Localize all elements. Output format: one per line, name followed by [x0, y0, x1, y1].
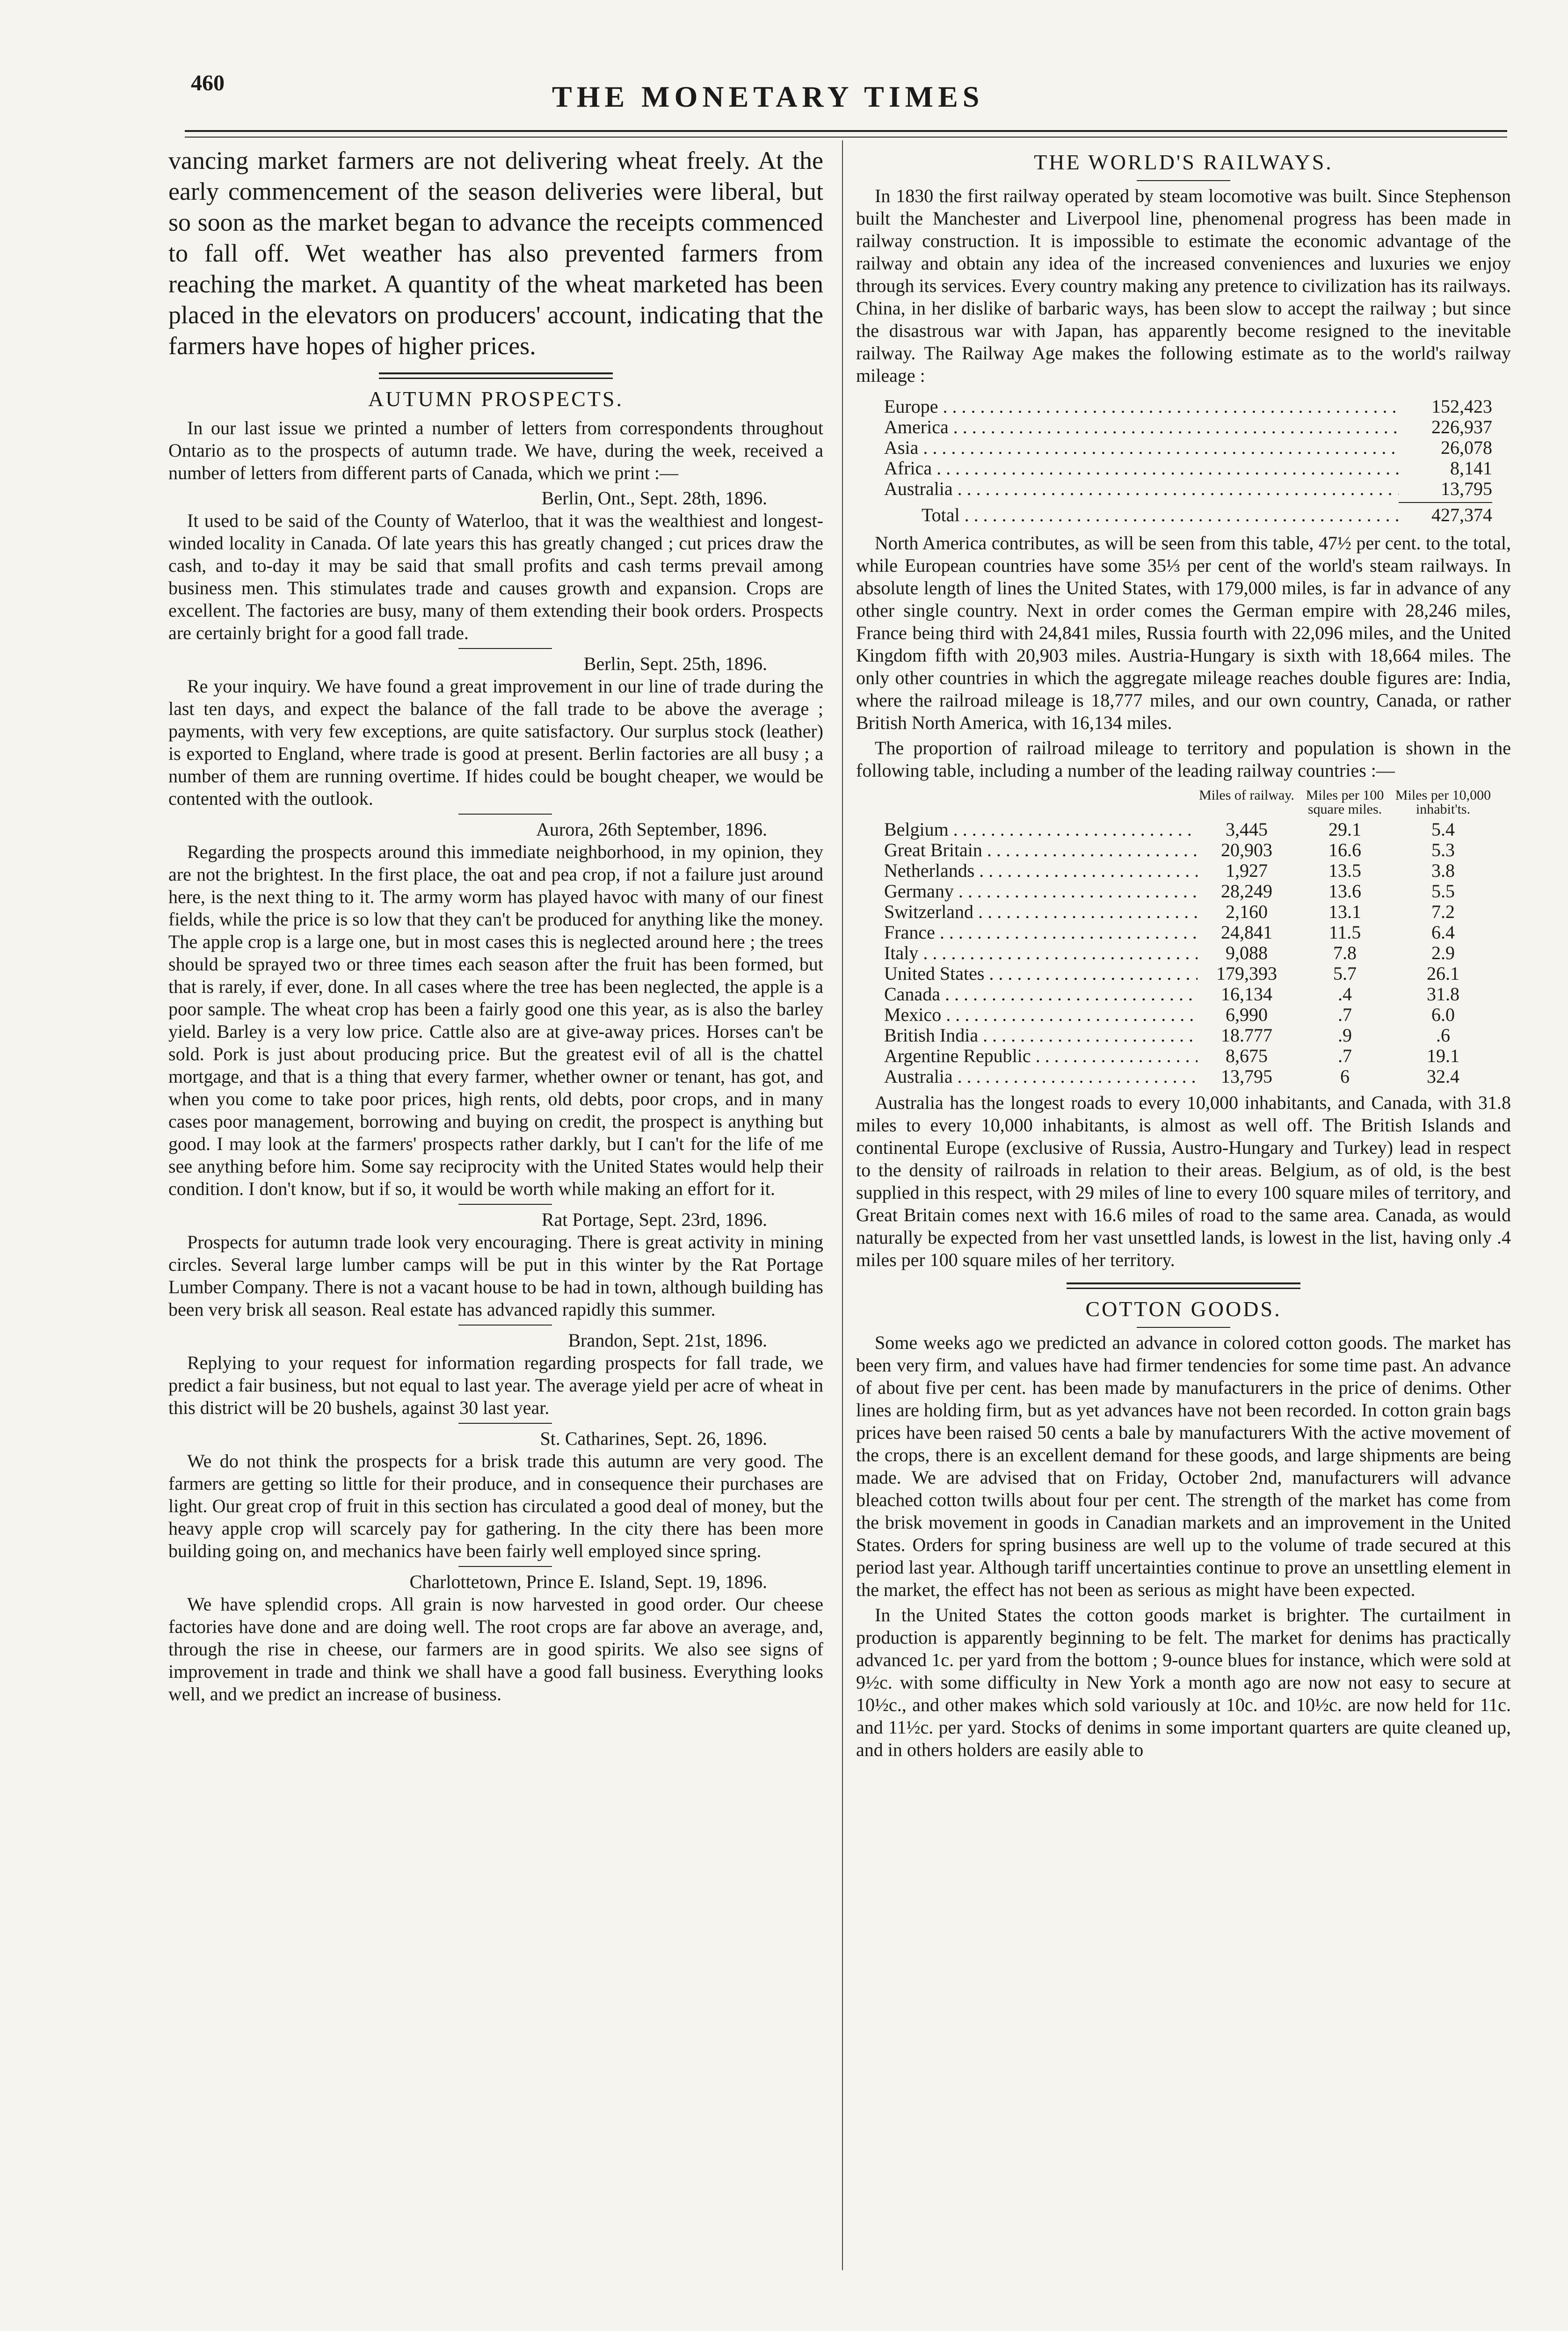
- miles-of-railway: 1,927: [1226, 860, 1268, 881]
- miles-per-100-sq: 13.1: [1328, 901, 1361, 922]
- letter-body: Replying to your request for information regarding prospects for fall trade, we predict a fair business, but not equal to last year. The average yield per acre of wheat in this district will be 20 bushels, against 30 last year.: [168, 1352, 823, 1418]
- letter-body: We have splendid crops. All grain is now harvested in good order. Our cheese factories have done and are doing well. The root crops are far above an average, and, through the rise in cheese, our farmers are in good spirits. We also see signs of improvement in trade and think we shall have a good fall business. Everything looks well, and we predict an increase of business.: [168, 1594, 823, 1705]
- miles-per-100-sq: .4: [1338, 983, 1352, 1005]
- mileage-region: America . . .: [884, 417, 1399, 437]
- country-name: Australia . . .: [884, 1066, 1198, 1087]
- header-rule-thin: [185, 137, 1507, 138]
- column-header: Miles of railway.: [1199, 787, 1294, 803]
- proportion-table-header: [884, 788, 1492, 816]
- heading-underline: [1137, 1327, 1230, 1328]
- miles-per-100-sq: 6: [1340, 1066, 1350, 1087]
- masthead-title: THE MONETARY TIMES: [552, 80, 984, 113]
- miles-per-10000-inhab: 5.3: [1431, 839, 1455, 860]
- autumn-intro-paragraph: In our last issue we printed a number of letters from correspondents throughout Ontario as to the prospects of autumn trade. We have, during the week, received a number of letters from different parts of Canada, which we print :—: [168, 417, 823, 483]
- railways-paragraph-1: In 1830 the first railway operated by steam locomotive was built. Since Stephenson built the Manchester and Liverpool line, phenomenal progress has been made in railway construction. It is impossible to estimate the economic advantage of the railway and obtain any idea of the increased conveniences and luxuries we enjoy through its services. Every country making any pretence to civilization has its railways. China, in her dislike of barbaric ways, has been slow to accept the railway ; but since the disastrous war with Japan, has apparently become resigned to the inevitable railway. The Railway Age makes the following estimate as to the world's railway mileage :: [856, 185, 1511, 386]
- header-rule: [185, 130, 1507, 132]
- mileage-region: Australia . . .: [884, 479, 1399, 499]
- miles-per-10000-inhab: 3.8: [1431, 860, 1455, 881]
- miles-per-10000-inhab: 31.8: [1427, 983, 1459, 1005]
- letter-body: It used to be said of the County of Waterloo, that it was the wealthiest and longest-winded locality in Canada. Of late years this has greatly changed ; cut prices draw the cash, and to-day it may be said that small profits and cash terms prevail among business men. This stimulates trade and causes growth and expansion. Crops are excellent. The factories are busy, many of them extending their book orders. Prospects are certainly bright for a good fall trade.: [168, 510, 823, 643]
- heading-cotton-goods: COTTON GOODS.: [1085, 1297, 1282, 1321]
- miles-per-10000-inhab: 6.0: [1431, 1004, 1455, 1025]
- column-header: Miles per 100 square miles.: [1306, 787, 1384, 817]
- letter-separator: [458, 1325, 552, 1326]
- country-name: Germany . . .: [884, 881, 1198, 902]
- miles-per-100-sq: 7.8: [1333, 942, 1357, 963]
- right-column: [856, 145, 1511, 1764]
- mileage-total-label: Total . . .: [884, 505, 1399, 525]
- miles-per-100-sq: .9: [1338, 1025, 1352, 1046]
- miles-of-railway: 8,675: [1226, 1045, 1268, 1066]
- mileage-row: [884, 417, 1492, 437]
- mileage-value: 26,078: [1441, 437, 1492, 458]
- letter-separator: [458, 814, 552, 815]
- letter-dateline: Aurora, 26th September, 1896.: [536, 819, 767, 840]
- table-row: [884, 1046, 1492, 1066]
- left-column: [168, 145, 823, 1708]
- table-row: [884, 1025, 1492, 1046]
- miles-per-10000-inhab: 19.1: [1427, 1045, 1459, 1066]
- heading-autumn-prospects: AUTUMN PROSPECTS.: [368, 387, 624, 411]
- country-name: France . . .: [884, 922, 1198, 943]
- letter-separator: [458, 1204, 552, 1205]
- miles-per-10000-inhab: 2.9: [1431, 942, 1455, 963]
- letter-dateline: Berlin, Sept. 25th, 1896.: [583, 653, 767, 674]
- mileage-region: Asia . . .: [884, 437, 1399, 458]
- mileage-total-rule: [1399, 502, 1492, 503]
- miles-of-railway: 6,990: [1226, 1004, 1268, 1025]
- table-row: [884, 943, 1492, 963]
- miles-per-100-sq: .7: [1338, 1004, 1352, 1025]
- table-row: [884, 881, 1492, 902]
- miles-of-railway: 9,088: [1226, 942, 1268, 963]
- mileage-total-value: 427,374: [1431, 504, 1492, 525]
- page-number: 460: [191, 71, 225, 95]
- mileage-region: Africa . . .: [884, 458, 1399, 479]
- country-name: United States . . .: [884, 963, 1198, 984]
- miles-per-10000-inhab: 5.5: [1431, 881, 1455, 902]
- mileage-value: 226,937: [1431, 416, 1492, 437]
- cotton-paragraph-2: In the United States the cotton goods market is brighter. The curtailment in production is apparently beginning to be felt. The market for denims has practically advanced 1c. per yard from the bottom ; 9-ounce blues for instance, which were sold at 9½c. with some difficulty in New York a month ago are now not easy to secure at 10½c., and other makes which sold variously at 10c. and 10½c. are now held for 11c. and 11½c. per yard. Stocks of denims in some important quarters are quite cleaned up, and in others holders are easily able to: [856, 1604, 1511, 1760]
- section-rule: [1067, 1282, 1300, 1289]
- miles-per-100-sq: 16.6: [1328, 839, 1361, 860]
- proportion-table: [884, 788, 1492, 1087]
- mileage-row: [884, 437, 1492, 458]
- miles-of-railway: 179,393: [1216, 963, 1277, 984]
- railways-paragraph-4: Australia has the longest roads to every 10,000 inhabitants, and Canada, with 31.8 miles to every 10,000 inhabitants, is almost as well off. The British Islands and continental Europe (exclusive of Russia, Austro-Hungary and Turkey) lead in respect to the density of railroads in relation to their areas. Belgium, as of old, is the best supplied in this respect, with 29 miles of line to every 100 square miles of territory, and Great Britain comes next with 16.6 miles of road to the same area. Canada, as would naturally be expected from her vast unsettled lands, is lowest in the list, having only .4 miles per 100 square miles of her territory.: [856, 1092, 1511, 1270]
- mileage-row: [884, 479, 1492, 499]
- miles-of-railway: 18.777: [1221, 1025, 1272, 1046]
- mileage-value: 8,141: [1450, 458, 1492, 479]
- intro-paragraph: vancing market farmers are not delivering wheat freely. At the early commencement of the season deliveries were liberal, but so soon as the market began to advance the receipts commenced to fall off. Wet weather has also prevented farmers from reaching the market. A quantity of the wheat marketed has been placed in the elevators on producers' account, indicating that the farmers have hopes of higher prices.: [168, 146, 823, 360]
- heading-worlds-railways: THE WORLD'S RAILWAYS.: [1034, 150, 1333, 174]
- mileage-value: 152,423: [1431, 396, 1492, 417]
- heading-underline: [1137, 180, 1230, 181]
- column-header: Miles per 10,000 inhabit'ts.: [1395, 787, 1491, 817]
- mileage-table: [884, 396, 1492, 525]
- mileage-total-row: [884, 505, 1492, 525]
- mileage-row: [884, 458, 1492, 479]
- miles-per-100-sq: 13.5: [1328, 860, 1361, 881]
- miles-per-100-sq: .7: [1338, 1045, 1352, 1066]
- column-divider: [842, 140, 843, 2270]
- country-name: Canada . . .: [884, 984, 1198, 1005]
- mileage-region: Europe . . .: [884, 396, 1399, 417]
- miles-per-10000-inhab: .6: [1436, 1025, 1450, 1046]
- table-row: [884, 984, 1492, 1005]
- miles-of-railway: 3,445: [1226, 819, 1268, 840]
- table-row: [884, 922, 1492, 943]
- table-row: [884, 1005, 1492, 1025]
- letter-separator: [458, 1566, 552, 1567]
- country-name: Switzerland . . .: [884, 902, 1198, 922]
- letter-body: Prospects for autumn trade look very encouraging. There is great activity in mining circles. Several large lumber camps will be put in this winter by the Rat Portage Lumber Company. There is not a vacant house to be had in town, although building has been very brisk all season. Real estate has advanced rapidly this summer.: [168, 1231, 823, 1320]
- country-name: British India . . .: [884, 1025, 1198, 1046]
- table-row: [884, 860, 1492, 881]
- mileage-value: 13,795: [1441, 478, 1492, 499]
- letter-dateline: Berlin, Ont., Sept. 28th, 1896.: [541, 488, 767, 509]
- country-name: Netherlands . . .: [884, 860, 1198, 881]
- miles-of-railway: 16,134: [1221, 983, 1272, 1005]
- miles-of-railway: 2,160: [1226, 901, 1268, 922]
- letter-body: Regarding the prospects around this immediate neighborhood, in my opinion, they are not the brightest. In the first place, the oat and pea crop, if not a failure just around here, is the next thing to it. The army worm has played havoc with many of our finest fields, while the price is so low that they can't be produced for anything like the money. The apple crop is a large one, but in most cases this is neglected around here ; the trees should be sprayed two or three times each season after the fruit has been formed, but that is rarely, if ever, done. In all cases where the tree has been neglected, the apple is a poor sample. The wheat crop has been a fairly good one this year, as is also the barley yield. Barley is a very low price. Cattle also are at give-away prices. Horses can't be sold. Pork is just about producing price. But the greatest evil of all is the chattel mortgage, and that is a thing that every farmer, whether owner or tenant, has got, and when you come to take poor prices, high rents, old debts, poor crops, and in many cases poor management, borrowing and buying on credit, the prospect is anything but good. I may look at the farmers' prospects rather darkly, but I can't for the life of me see anything before him. Some say reciprocity with the United States would help their condition. I don't know, but if so, it would be worth while making an effort for it.: [168, 841, 823, 1199]
- letter-dateline: Rat Portage, Sept. 23rd, 1896.: [541, 1209, 767, 1230]
- country-name: Italy . . .: [884, 943, 1198, 963]
- letter-dateline: Charlottetown, Prince E. Island, Sept. 19, 1896.: [409, 1571, 767, 1592]
- miles-of-railway: 20,903: [1221, 839, 1272, 860]
- mileage-row: [884, 396, 1492, 417]
- table-row: [884, 840, 1492, 860]
- country-name: Great Britain . . .: [884, 840, 1198, 860]
- railways-paragraph-3: The proportion of railroad mileage to territory and population is shown in the following table, including a number of the leading railway countries :—: [856, 737, 1511, 781]
- cotton-paragraph-1: Some weeks ago we predicted an advance in colored cotton goods. The market has been very firm, and values have had firmer tendencies for some time past. An advance of about five per cent. has been made by manufacturers in the price of denims. Other lines are holding firm, but as yet advances have not been recorded. In cotton grain bags prices have been raised 50 cents a bale by manufacturers With the active movement of the crops, there is an excellent demand for these goods, and large shipments are being made. We are advised that on Friday, October 2nd, manufacturers will advance bleached cotton twills about four per cent. The strength of the market has come from the brisk movement in goods in Canadian markets and an improvement in the United States. Orders for spring business are well up to the volume of trade secured at this period last year. Although tariff uncertainties continue to prove an unsettling element in the market, the effect has not been as serious as might have been expected.: [856, 1332, 1511, 1600]
- country-name: Belgium . . .: [884, 819, 1198, 840]
- letter-separator: [458, 648, 552, 649]
- letter-body: We do not think the prospects for a brisk trade this autumn are very good. The farmers are getting so little for their produce, and in consequence their purchases are light. Our great crop of fruit in this section has circulated a good deal of money, but the heavy apple crop will scarcely pay for gathering. In the city there has been more building going on, and mechanics have been fairly well employed since spring.: [168, 1450, 823, 1561]
- miles-of-railway: 24,841: [1221, 922, 1272, 943]
- letter-dateline: St. Catharines, Sept. 26, 1896.: [540, 1428, 767, 1449]
- table-row: [884, 963, 1492, 984]
- letter-dateline: Brandon, Sept. 21st, 1896.: [568, 1330, 767, 1351]
- miles-per-10000-inhab: 26.1: [1427, 963, 1459, 984]
- miles-per-10000-inhab: 32.4: [1427, 1066, 1459, 1087]
- letter-body: Re your inquiry. We have found a great improvement in our line of trade during the last ten days, and expect the balance of the fall trade to be above the average ; payments, with very few exceptions, are quite satisfactory. Our surplus stock (leather) is exported to England, where trade is good at present. Berlin factories are all busy ; a number of them are running overtime. If hides could be bought cheaper, we would be contented with the outlook.: [168, 676, 823, 809]
- table-row: [884, 902, 1492, 922]
- table-row: [884, 1066, 1492, 1087]
- railways-paragraph-2: North America contributes, as will be seen from this table, 47½ per cent. to the total, while European countries have some 35⅓ per cent of the world's steam railways. In absolute length of lines the United States, with 179,000 miles, is far in advance of any other single country. Next in order comes the German empire with 28,246 miles, France being third with 24,841 miles, Russia fourth with 22,096 miles, and the United Kingdom fifth with 20,903 miles. Austria-Hungary is sixth with 18,664 miles. The only other countries in which the aggregate mileage reaches double figures are: India, where the railroad mileage is 18,777 miles, and our own country, Canada, or rather British North America, with 16,134 miles.: [856, 532, 1511, 733]
- miles-per-100-sq: 13.6: [1328, 881, 1361, 902]
- country-name: Argentine Republic . . .: [884, 1046, 1198, 1066]
- miles-per-100-sq: 11.5: [1328, 922, 1361, 943]
- miles-per-100-sq: 29.1: [1328, 819, 1361, 840]
- miles-of-railway: 28,249: [1221, 881, 1272, 902]
- miles-per-10000-inhab: 7.2: [1431, 901, 1455, 922]
- letter-separator: [458, 1423, 552, 1424]
- miles-per-100-sq: 5.7: [1333, 963, 1357, 984]
- section-rule: [379, 372, 613, 379]
- miles-per-10000-inhab: 5.4: [1431, 819, 1455, 840]
- table-row: [884, 819, 1492, 840]
- country-name: Mexico . . .: [884, 1005, 1198, 1025]
- miles-per-10000-inhab: 6.4: [1431, 922, 1455, 943]
- miles-of-railway: 13,795: [1221, 1066, 1272, 1087]
